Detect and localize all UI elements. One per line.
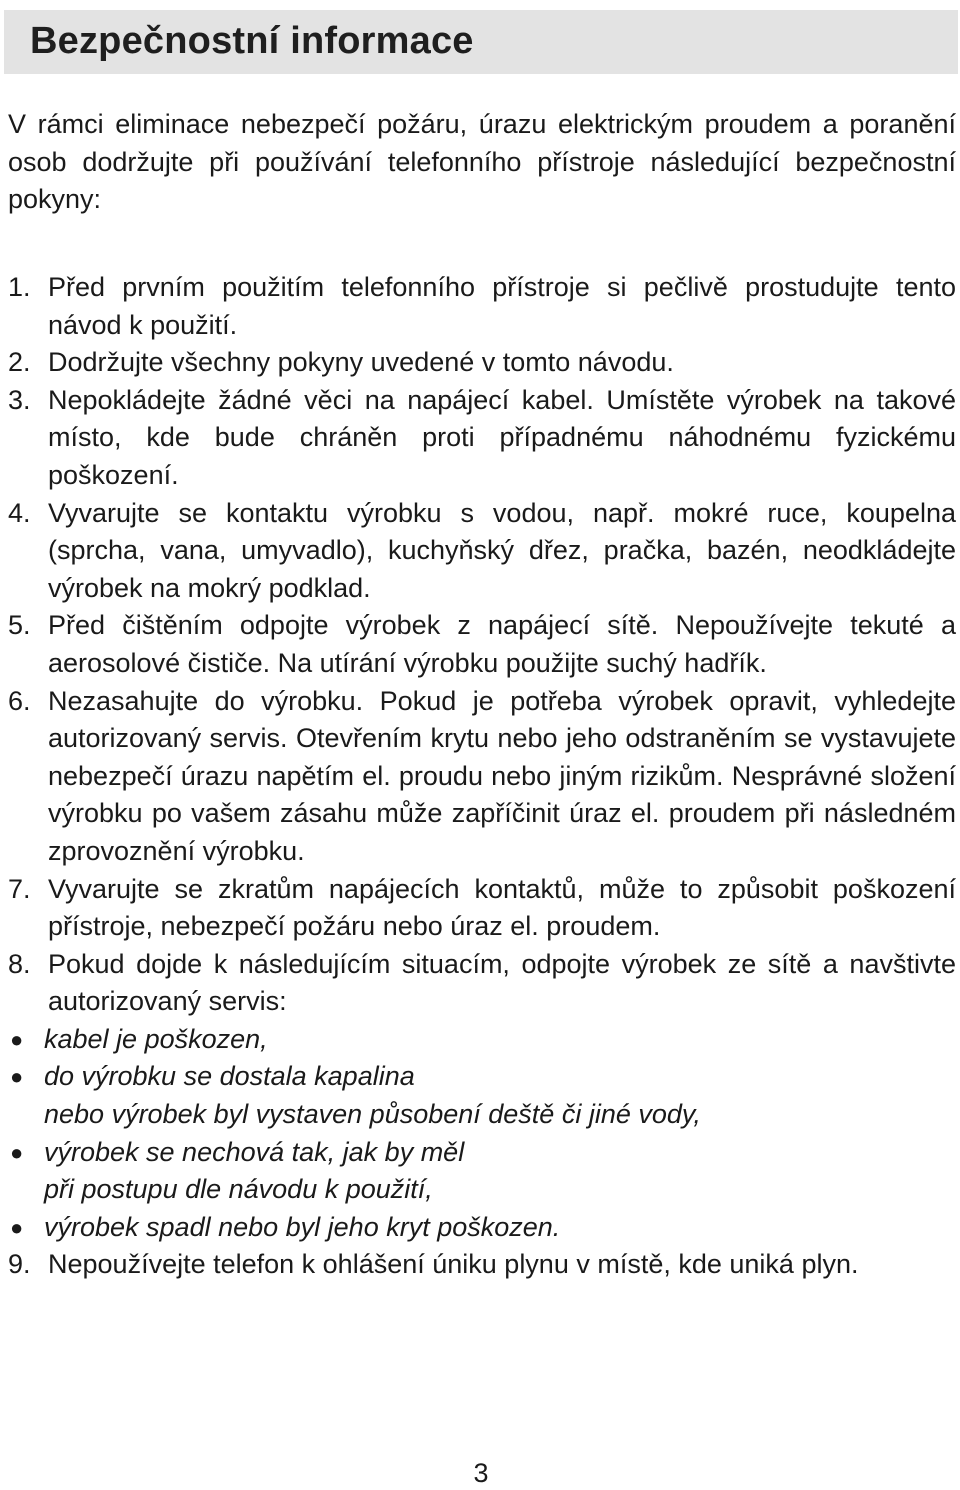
item-number: 6.: [8, 685, 31, 716]
list-item: [8, 946, 956, 1021]
item-number: 7.: [8, 873, 31, 904]
list-item: [8, 269, 956, 344]
bullet-icon: ●: [10, 1139, 24, 1165]
bullet-list-container: [8, 1021, 956, 1247]
item-text: Vyvarujte se kontaktu výrobku s vodou, např. mokré ruce, koupelna (sprcha, vana, umyvadlo), kuchyňský dřez, pračka, bazén, neodkládejte výrobek na mokrý podklad.: [48, 497, 956, 603]
bullet-list: [8, 1021, 956, 1247]
bullet-text: při postupu dle návodu k použití,: [44, 1174, 433, 1205]
page-title: Bezpečnostní informace: [30, 20, 474, 62]
bullet-text: výrobek se nechová tak, jak by měl: [44, 1136, 465, 1167]
item-number: 1.: [8, 272, 31, 302]
bullet-text: nebo výrobek byl vystaven působení deště či jiné vody,: [44, 1099, 701, 1130]
bullet-text: kabel je poškozen,: [44, 1023, 268, 1054]
item-text: Před čištěním odpojte výrobek z napájecí sítě. Nepoužívejte tekuté a aerosolové čističe. Na utírání výrobku použijte suchý hadřík.: [48, 610, 956, 678]
bullet-item: [8, 1021, 956, 1059]
item-text: Dodržujte všechny pokyny uvedené v tomto návodu.: [48, 347, 674, 378]
item-number: 4.: [8, 497, 31, 528]
bullet-continuation: [8, 1171, 956, 1209]
list-item: [8, 344, 956, 382]
item-text: Před prvním použitím telefonního přístroje si pečlivě prostudujte tento návod k použití.: [48, 272, 956, 340]
bullet-item: [8, 1058, 956, 1096]
item-number: 5.: [8, 610, 31, 641]
item-text: Pokud dojde k následujícím situacím, odpojte výrobek ze sítě a navštivte autorizovaný servis:: [48, 948, 956, 1017]
bullet-item: [8, 1134, 956, 1172]
item-text: Nezasahujte do výrobku. Pokud je potřeba výrobek opravit, vyhledejte autorizovaný servis. Otevřením krytu nebo jeho odstraněním se vystavujete nebezpečí úrazu napětím el. proudu nebo jiným rizikům. Nesprávné složení výrobku po vašem zásahu může zapříčinit úraz el. proudem při následném zprovoznění výrobku.: [48, 685, 956, 866]
page-number: 3: [473, 1458, 489, 1488]
bullet-text: do výrobku se dostala kapalina: [44, 1061, 415, 1092]
list-item: [8, 495, 956, 608]
item-number: 3.: [8, 384, 31, 415]
list-item: [8, 1246, 956, 1284]
bullet-item: [8, 1209, 956, 1247]
list-item: [8, 683, 956, 871]
list-item: [8, 382, 956, 495]
bullet-icon: ●: [10, 1214, 24, 1240]
list-item: [8, 871, 956, 946]
bullet-continuation: [8, 1096, 956, 1134]
bullet-icon: ●: [10, 1064, 24, 1090]
item-number: 9.: [8, 1249, 31, 1280]
list-item: [8, 607, 956, 682]
intro-paragraph: V rámci eliminace nebezpečí požáru, úrazu elektrickým proudem a poranění osob dodržujte při používání telefonního přístroje následující bezpečnostní pokyny:: [8, 109, 956, 214]
bullet-icon: ●: [10, 1026, 24, 1052]
item-text: Nepoužívejte telefon k ohlášení úniku plynu v místě, kde uniká plyn.: [48, 1249, 859, 1280]
item-number: 2.: [8, 347, 31, 378]
item-number: 8.: [8, 948, 31, 979]
item-text: Nepokládejte žádné věci na napájecí kabel. Umístěte výrobek na takové místo, kde bude chráněn proti případnému náhodnému fyzickému poškození.: [48, 384, 956, 490]
safety-instructions-list: [8, 269, 956, 1284]
item-text: Vyvarujte se zkratům napájecích kontaktů, může to způsobit poškození přístroje, nebezpečí požáru nebo úraz el. proudem.: [48, 873, 956, 942]
bullet-text: výrobek spadl nebo byl jeho kryt poškozen.: [44, 1211, 561, 1242]
